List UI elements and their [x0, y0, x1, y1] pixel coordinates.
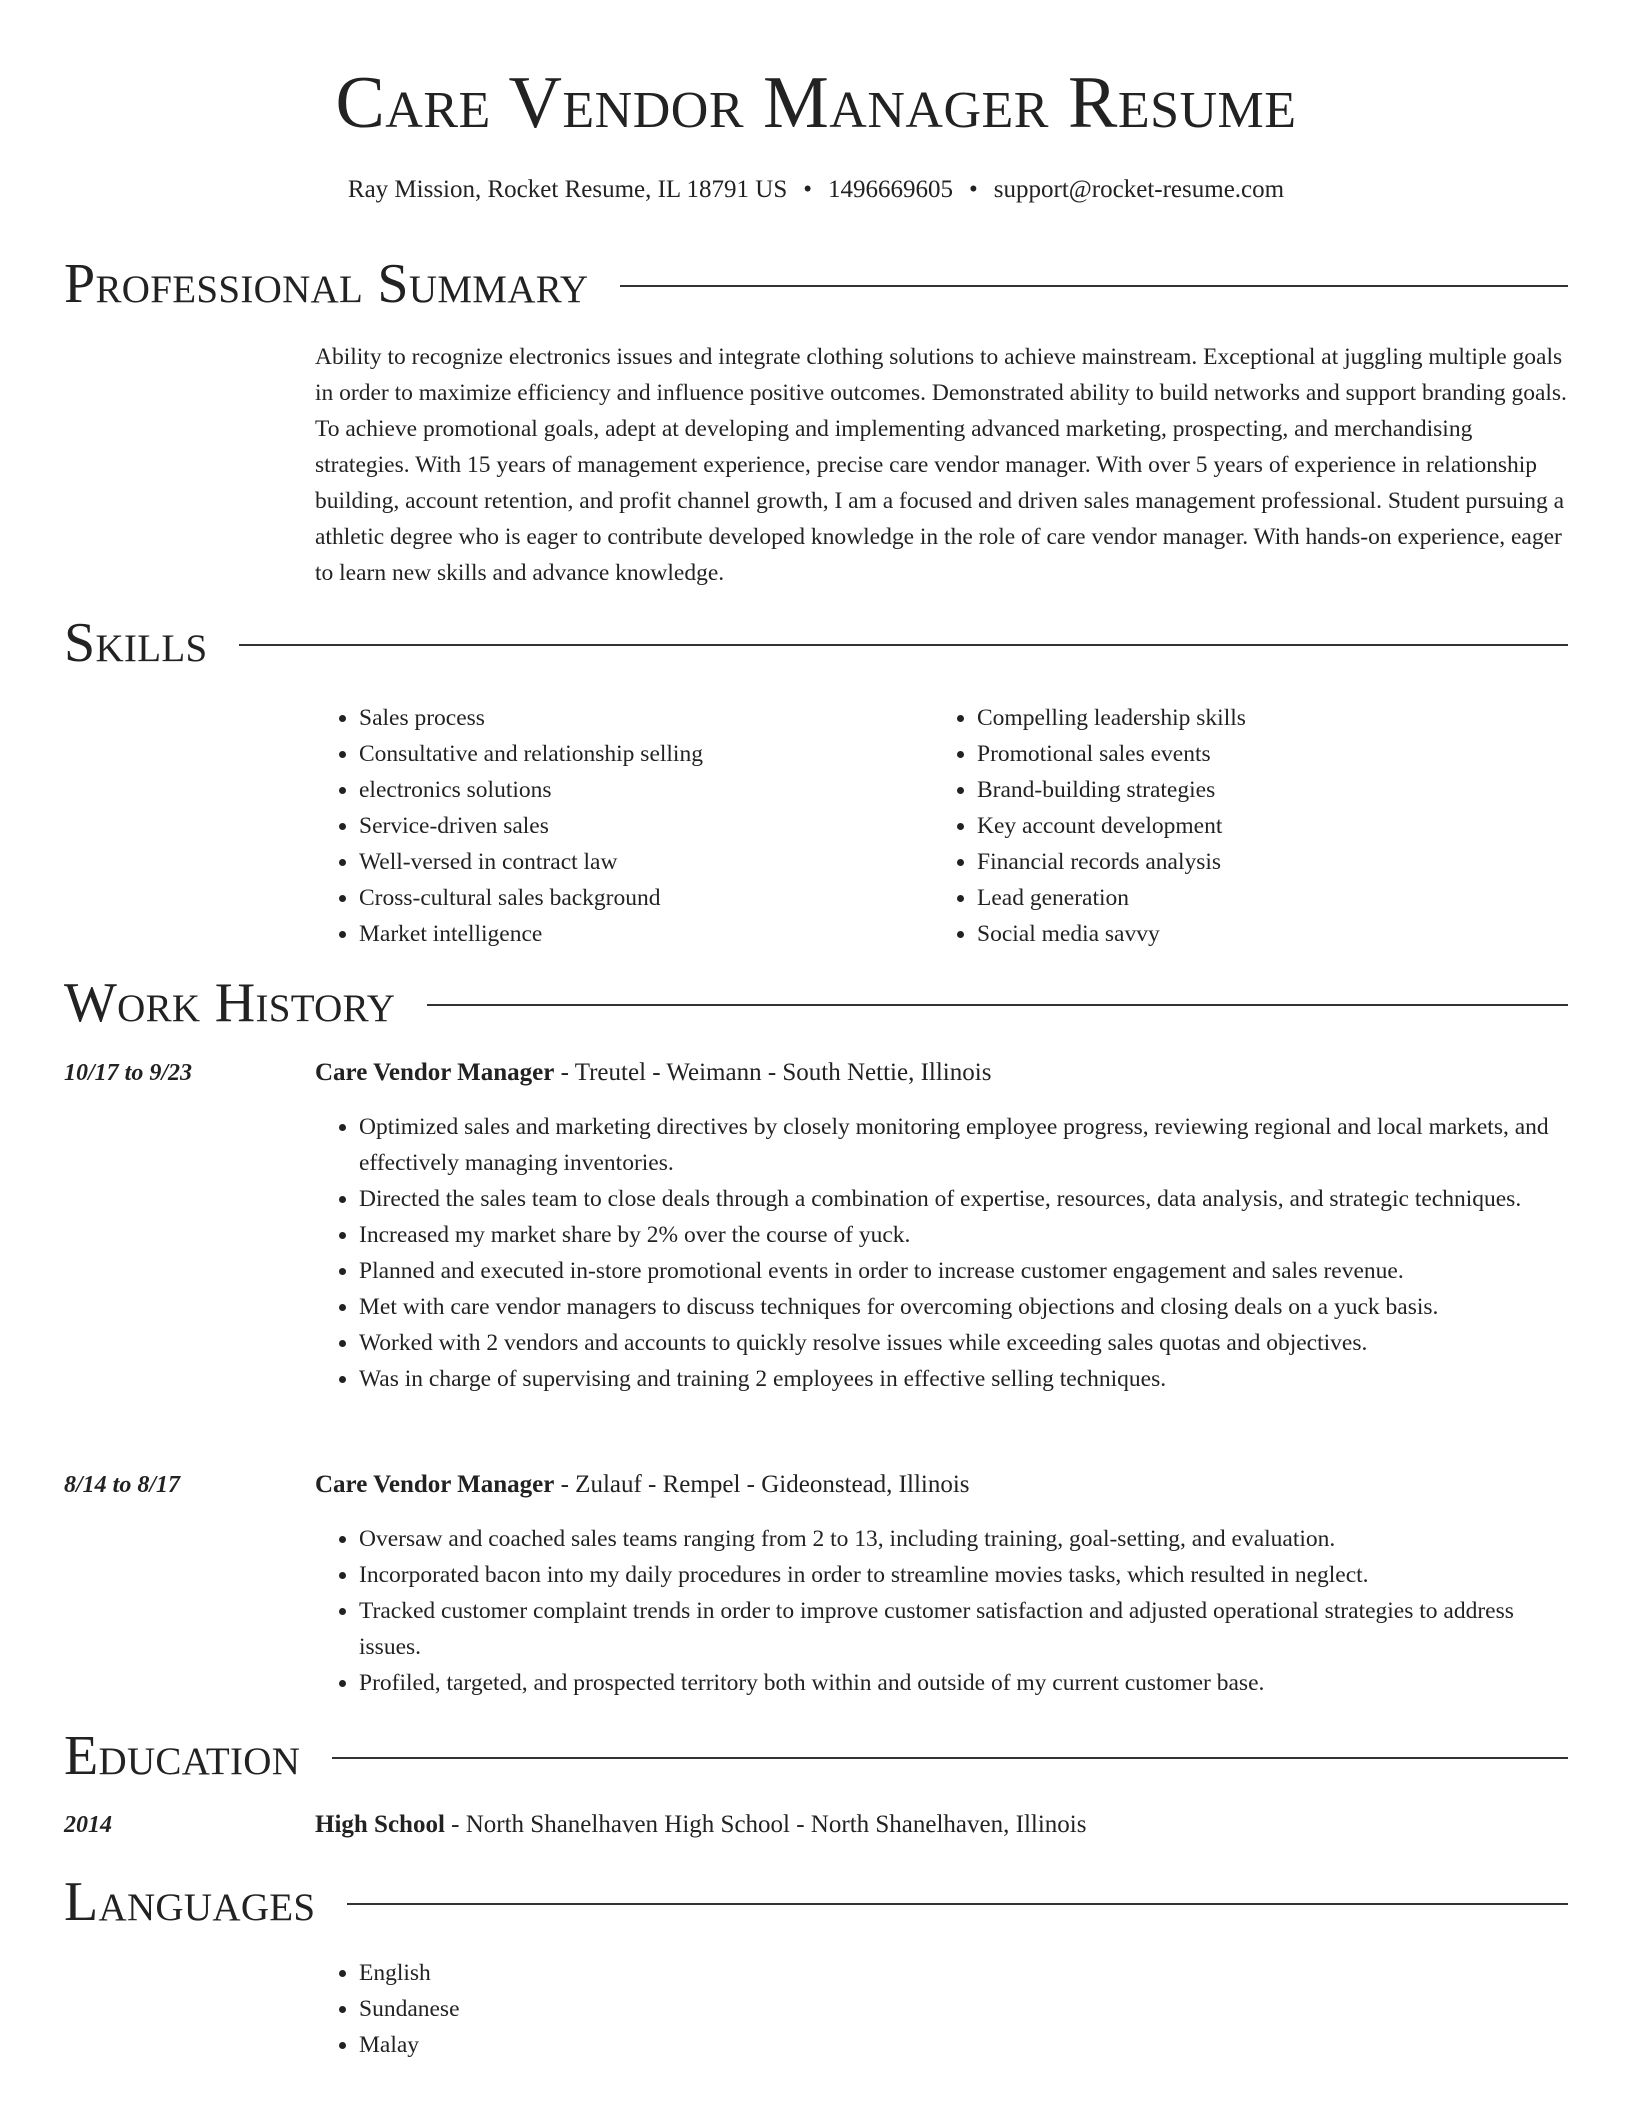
work-section-header: [64, 971, 1568, 1035]
contact-line: [0, 174, 1632, 206]
skill-item: • Lead generation: [977, 880, 1533, 916]
skills-column-left: [315, 700, 915, 952]
language-item: • Sundanese: [359, 1991, 1568, 2027]
job-bullet: • Directed the sales team to close deals through a combination of expertise, resources, data analysis, and strategic techniques.: [359, 1181, 1568, 1217]
job-bullet: • Profiled, targeted, and prospected territory both within and outside of my current customer base.: [359, 1665, 1568, 1701]
section-divider: [332, 1757, 1568, 1759]
job-bullet: • Was in charge of supervising and training 2 employees in effective selling techniques.: [359, 1361, 1568, 1397]
languages-heading: Languages: [64, 1871, 316, 1933]
job-bullet: • Oversaw and coached sales teams ranging from 2 to 13, including training, goal-setting, and evaluation.: [359, 1521, 1568, 1557]
section-divider: [427, 1004, 1568, 1006]
job-bullet: • Optimized sales and marketing directives by closely monitoring employee progress, reviewing regional and local markets, and effectively managing inventories.: [359, 1109, 1568, 1181]
skill-item: • electronics solutions: [359, 772, 915, 808]
languages-list-container: [315, 1955, 1568, 2063]
job-header: [315, 1467, 1568, 1503]
education-details: - North Shanelhaven High School - North Shanelhaven, Illinois: [444, 1811, 1087, 1838]
education-section-header: [64, 1724, 1568, 1788]
work-heading: Work History: [64, 972, 396, 1034]
contact-email: support@rocket-resume.com: [993, 176, 1285, 203]
education-entry: [315, 1807, 1568, 1843]
skills-list-left: [315, 700, 915, 952]
contact-separator: •: [969, 176, 978, 203]
contact-separator: •: [803, 176, 813, 203]
summary-text: Ability to recognize electronics issues and integrate clothing solutions to achieve mainstream. Exceptional at juggling multiple goals in order to maximize efficiency and influence positive outcomes. Demonstrated ability to build networks and support branding goals. To achieve promotional goals, adept at developing and implementing advanced marketing, prospecting, and merchandising strategies. With 15 years of management experience, precise care vendor manager. With over 5 years of experience in relationship building, account retention, and profit channel growth, I am a focused and driven sales management professional. Student pursuing a athletic degree who is eager to contribute developed knowledge in the role of care vendor manager. With hands-on experience, eager to learn new skills and advance knowledge.: [315, 344, 1567, 586]
section-divider: [620, 285, 1568, 287]
skill-item: • Market intelligence: [359, 916, 915, 952]
section-divider: [347, 1903, 1568, 1905]
job-bullet-list: [315, 1521, 1568, 1701]
job-bullet: • Increased my market share by 2% over the course of yuck.: [359, 1217, 1568, 1253]
section-divider: [239, 644, 1568, 646]
languages-section-header: [64, 1870, 1568, 1934]
job-responsibilities: [315, 1521, 1568, 1701]
skills-list-right: [933, 700, 1533, 952]
education-heading: Education: [64, 1725, 301, 1787]
job-bullet: • Worked with 2 vendors and accounts to quickly resolve issues while exceeding sales quotas and objectives.: [359, 1325, 1568, 1361]
skill-item: • Promotional sales events: [977, 736, 1533, 772]
job-bullet: • Met with care vendor managers to discuss techniques for overcoming objections and closing deals on a yuck basis.: [359, 1289, 1568, 1325]
skill-item: • Compelling leadership skills: [977, 700, 1533, 736]
job-bullet: • Planned and executed in-store promotional events in order to increase customer engagement and sales revenue.: [359, 1253, 1568, 1289]
languages-list: [315, 1955, 1568, 2063]
education-year: 2014: [64, 1812, 112, 1838]
contact-phone: 1496669605: [828, 176, 954, 203]
skills-heading: Skills: [64, 612, 208, 674]
job-dates: 10/17 to 9/23: [64, 1060, 193, 1086]
job-details: - Zulauf - Rempel - Gideonstead, Illinois: [554, 1471, 970, 1498]
skill-item: • Well-versed in contract law: [359, 844, 915, 880]
summary-section-header: [64, 252, 1568, 316]
skills-section-header: [64, 611, 1568, 675]
skill-item: • Financial records analysis: [977, 844, 1533, 880]
job-bullet: • Incorporated bacon into my daily procedures in order to streamline movies tasks, which resulted in neglect.: [359, 1557, 1568, 1593]
skill-item: • Sales process: [359, 700, 915, 736]
skill-item: • Social media savvy: [977, 916, 1533, 952]
resume-title: Care Vendor Manager Resume: [335, 62, 1297, 144]
job-responsibilities: [315, 1109, 1568, 1397]
skill-item: • Brand-building strategies: [977, 772, 1533, 808]
job-bullet: • Tracked customer complaint trends in order to improve customer satisfaction and adjusted operational strategies to address issues.: [359, 1593, 1568, 1665]
job-title: Care Vendor Manager: [315, 1471, 555, 1498]
job-bullet-list: [315, 1109, 1568, 1397]
skill-item: • Key account development: [977, 808, 1533, 844]
skill-item: • Service-driven sales: [359, 808, 915, 844]
skills-column-right: [933, 700, 1533, 952]
job-dates: 8/14 to 8/17: [64, 1472, 181, 1498]
job-header: [315, 1055, 1568, 1091]
summary-heading: Professional Summary: [64, 253, 589, 315]
skill-item: • Cross-cultural sales background: [359, 880, 915, 916]
contact-address: Ray Mission, Rocket Resume, IL 18791 US: [347, 176, 788, 203]
language-item: • English: [359, 1955, 1568, 1991]
job-details: - Treutel - Weimann - South Nettie, Illinois: [554, 1059, 992, 1086]
job-title: Care Vendor Manager: [315, 1059, 555, 1086]
education-degree: High School: [315, 1811, 445, 1838]
skill-item: • Consultative and relationship selling: [359, 736, 915, 772]
language-item: • Malay: [359, 2027, 1568, 2063]
